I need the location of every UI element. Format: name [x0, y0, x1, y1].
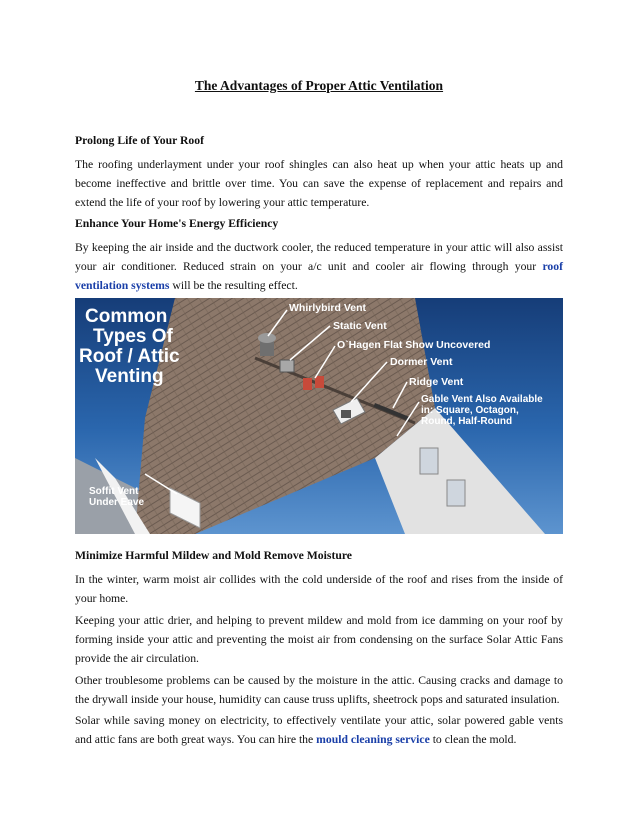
paragraph-attic-drier: Keeping your attic drier, and helping to prevent mildew and mold from ice damming on your roof by forming inside your attic and preventing the moist air from condensing on the surface Solar Attic Fans provide the air circulation.: [75, 614, 563, 665]
paragraph-winter-moisture: In the winter, warm moist air collides with the cold underside of the roof and rises from the inside of your home.: [75, 573, 563, 605]
label-gable-vent-line-3: Round, Half-Round: [421, 416, 513, 427]
figure-heading-line-4: Venting: [95, 366, 164, 387]
paragraph-solar-text-1: Solar while saving money on electricity, to effectively ventilate your attic, solar powered gable vents and attic fans are both great ways. You can hire the: [75, 714, 563, 746]
figure-heading-line-2: Types Of: [93, 326, 173, 347]
figure-heading-line-3: Roof / Attic: [79, 346, 180, 367]
label-whirlybird-vent: Whirlybird Vent: [289, 302, 367, 314]
label-gable-vent-line-2: in: Square, Octagon,: [421, 405, 519, 416]
paragraph-troublesome-problems: Other troublesome problems can be caused by the moisture in the attic. Causing cracks and damage to the drywall inside your house, humidity can cause truss uplifts, sheetrock pops and saturated insulation.: [75, 674, 563, 706]
roof-venting-illustration: [75, 298, 563, 534]
roof-ventilation-link[interactable]: roof ventilation systems: [75, 260, 563, 292]
label-ohagen-vent: O`Hagen Flat Show Uncovered: [337, 339, 491, 351]
heading-energy-efficiency: Enhance Your Home's Energy Efficiency: [75, 217, 279, 230]
label-soffit-vent-line-1: Soffit Vent: [89, 486, 139, 497]
roof-venting-svg: [75, 298, 563, 534]
paragraph-energy-text-1: By keeping the air inside and the ductwork cooler, the reduced temperature in your attic will also assist your air conditioner. Reduced strain on your a/c unit and cooler air flowing through your: [75, 241, 563, 273]
label-dormer-vent: Dormer Vent: [390, 356, 453, 368]
static-vent-shape: [280, 360, 294, 372]
figure-heading-line-1: Common: [85, 306, 168, 327]
page-title: The Advantages of Proper Attic Ventilation: [194, 78, 444, 93]
label-ridge-vent: Ridge Vent: [409, 376, 464, 388]
paragraph-energy-efficiency: [75, 238, 563, 295]
label-static-vent: Static Vent: [333, 320, 387, 332]
paragraph-prolong-life: The roofing underlayment under your roof shingles can also heat up when your attic heats up and become ineffective and brittle over time. You can save the expense of replacement and repairs and extend the life of your roof by lowering your attic temperature.: [75, 158, 563, 209]
house-window-2: [447, 480, 465, 506]
heading-mildew-mold: Minimize Harmful Mildew and Mold Remove Moisture: [75, 549, 352, 562]
mould-cleaning-link[interactable]: mould cleaning service: [316, 733, 430, 746]
whirlybird-vent-shape: [258, 333, 276, 356]
label-gable-vent-line-1: Gable Vent Also Available: [421, 394, 543, 405]
paragraph-solar-ventilation: [75, 711, 563, 749]
house-window-1: [420, 448, 438, 474]
label-soffit-vent-line-2: Under Eave: [89, 497, 145, 508]
paragraph-solar-text-2: to clean the mold.: [429, 733, 517, 746]
heading-prolong-life: Prolong Life of Your Roof: [75, 134, 204, 147]
paragraph-energy-text-2: will be the resulting effect.: [169, 279, 298, 292]
